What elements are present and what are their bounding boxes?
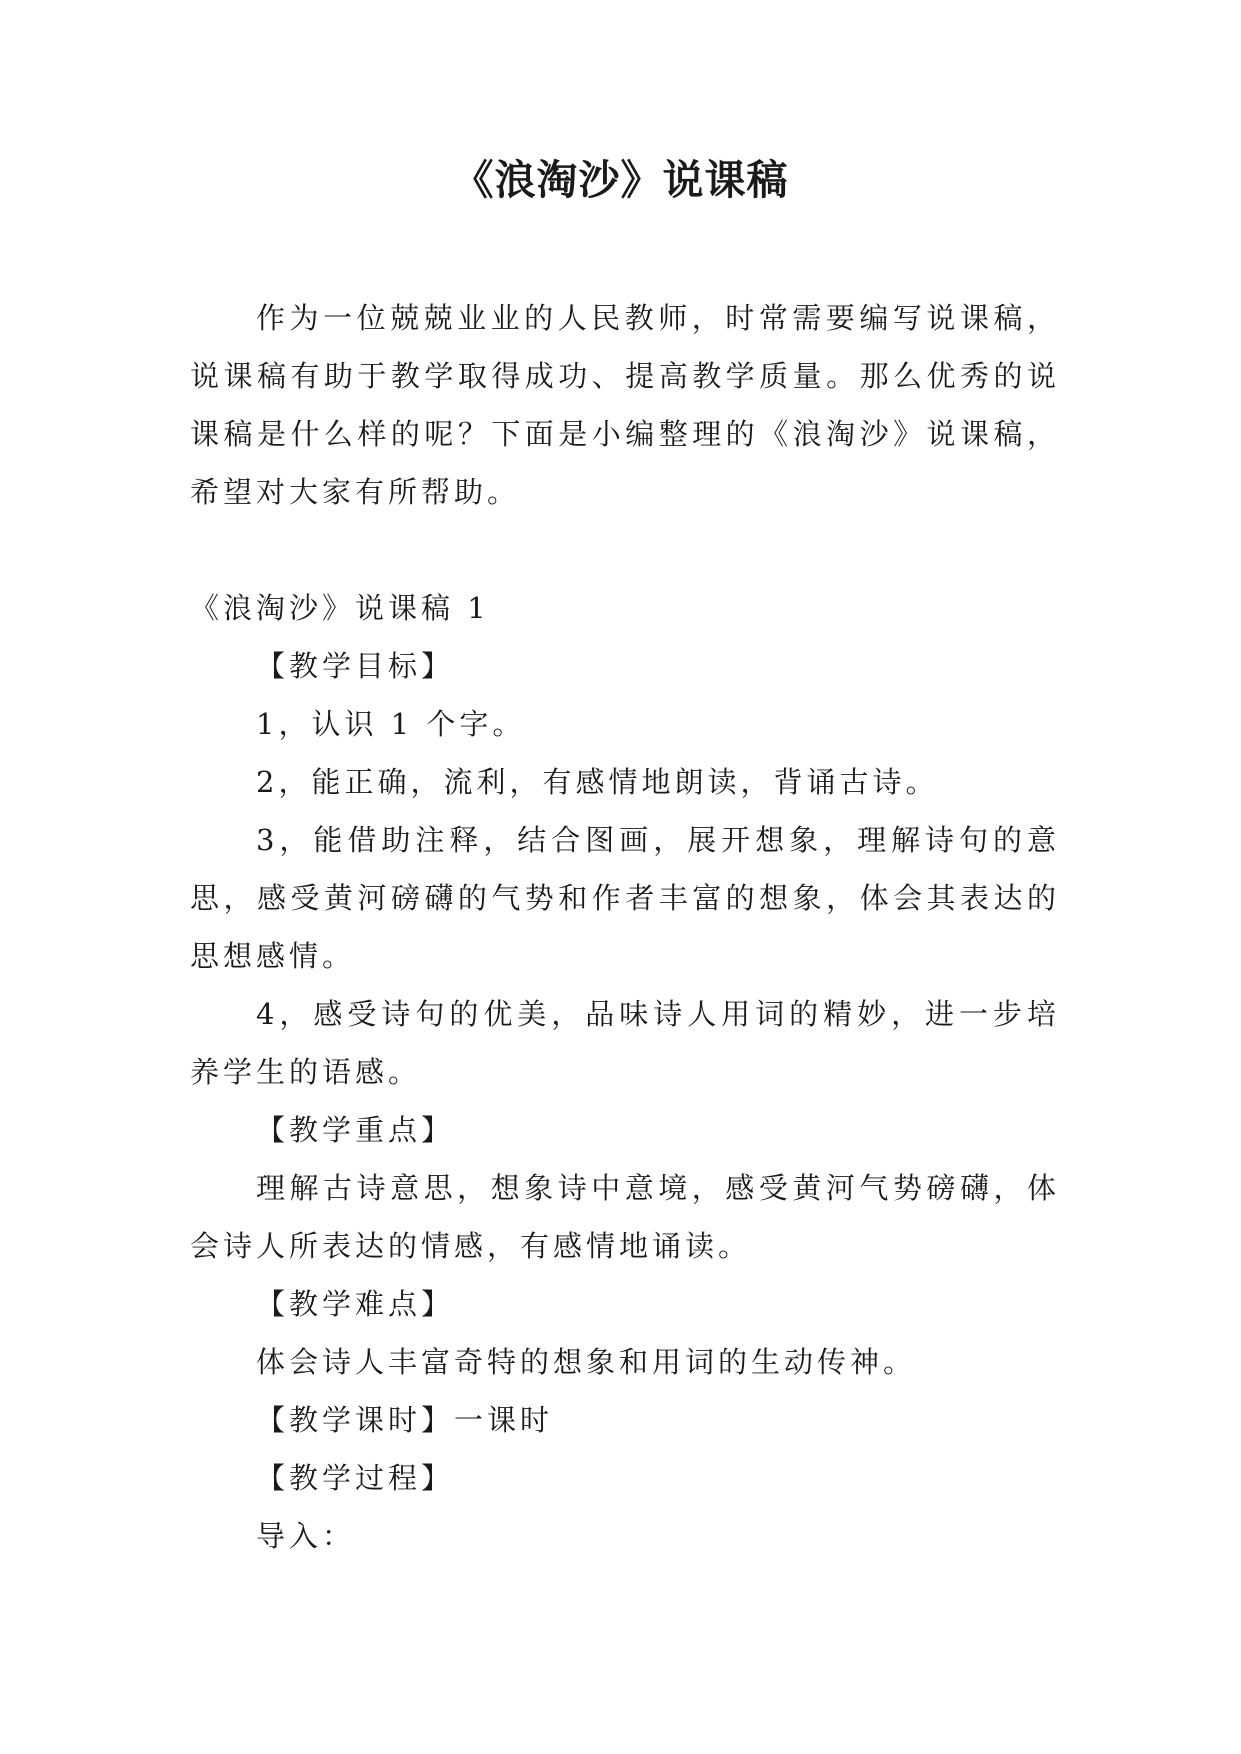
class-period-line: 【教学课时】一课时	[256, 1403, 554, 1437]
goals-heading: 【教学目标】	[256, 649, 455, 683]
paragraph-gap	[190, 521, 1060, 579]
key-points-heading: 【教学重点】	[256, 1113, 455, 1147]
goal-item-4: 4，感受诗句的优美，品味诗人用词的精妙，进一步培养学生的语感。	[190, 997, 1060, 1089]
lead-in-label: 导入：	[256, 1519, 356, 1553]
difficulty-heading: 【教学难点】	[256, 1287, 455, 1321]
section-title: 《浪淘沙》说课稿 1	[190, 591, 490, 625]
goal-item-2: 2，能正确，流利，有感情地朗读，背诵古诗。	[256, 765, 939, 799]
process-heading: 【教学过程】	[256, 1461, 455, 1495]
difficulty-text: 体会诗人丰富奇特的想象和用词的生动传神。	[256, 1345, 917, 1379]
goal-item-1: 1，认识 1 个字。	[256, 707, 526, 741]
goal-item-3: 3，能借助注释，结合图画，展开想象，理解诗句的意思，感受黄河磅礴的气势和作者丰富的想象，体会其表达的思想感情。	[190, 823, 1060, 973]
key-points-text: 理解古诗意思，想象诗中意境，感受黄河气势磅礴，体会诗人所表达的情感，有感情地诵读。	[190, 1171, 1060, 1263]
intro-paragraph: 作为一位兢兢业业的人民教师，时常需要编写说课稿，说课稿有助于教学取得成功、提高教学质量。那么优秀的说课稿是什么样的呢？下面是小编整理的《浪淘沙》说课稿，希望对大家有所帮助。	[190, 301, 1060, 509]
document-body	[190, 289, 1060, 1565]
document-title: 《浪淘沙》说课稿	[452, 156, 789, 204]
